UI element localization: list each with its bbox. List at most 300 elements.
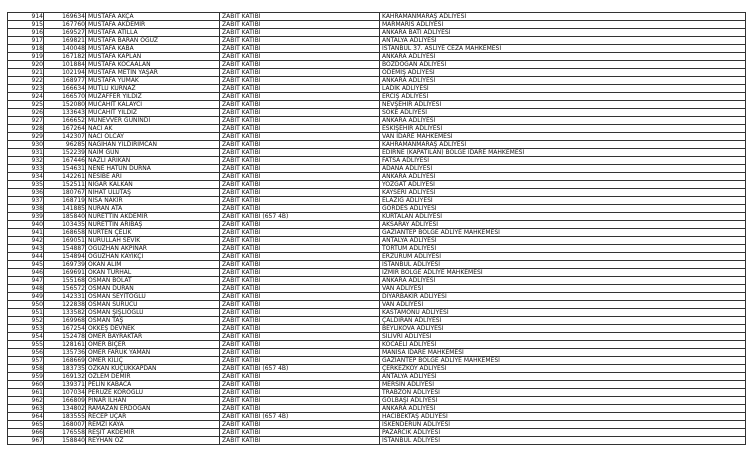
table-row xyxy=(8,149,746,157)
full-name-cell: OĞUZHAN KAYIKÇI xyxy=(86,253,220,261)
table-row xyxy=(8,189,746,197)
assigned-unit-cell: ESKİŞEHİR ADLİYESİ xyxy=(380,125,746,133)
row-number-cell: 919 xyxy=(8,53,44,61)
assigned-unit-cell: FATSA ADLİYESİ xyxy=(380,157,746,165)
assigned-unit-cell: ANTALYA ADLİYESİ xyxy=(380,373,746,381)
table-row xyxy=(8,253,746,261)
registry-id-cell: 155168 xyxy=(44,277,86,285)
row-number-cell: 963 xyxy=(8,405,44,413)
job-title-cell: ZABIT KATİBİ xyxy=(220,181,380,189)
full-name-cell: MUSTAFA KABA xyxy=(86,45,220,53)
row-number-cell: 915 xyxy=(8,21,44,29)
assigned-unit-cell: LADİK ADLİYESİ xyxy=(380,85,746,93)
job-title-cell: ZABIT KATİBİ xyxy=(220,53,380,61)
registry-id-cell: 168719 xyxy=(44,197,86,205)
assigned-unit-cell: NEVŞEHİR ADLİYESİ xyxy=(380,101,746,109)
assigned-unit-cell: GAZİANTEP BÖLGE ADLİYE MAHKEMESİ xyxy=(380,357,746,365)
job-title-cell: ZABIT KATİBİ xyxy=(220,29,380,37)
assigned-unit-cell: ANKARA ADLİYESİ xyxy=(380,53,746,61)
full-name-cell: MÜCAHİT YILDIZ xyxy=(86,109,220,117)
job-title-cell: ZABIT KATİBİ xyxy=(220,157,380,165)
job-title-cell: ZABIT KATİBİ xyxy=(220,437,380,445)
full-name-cell: ÖMER BAYRAKTAR xyxy=(86,333,220,341)
table-row xyxy=(8,405,746,413)
job-title-cell: ZABIT KATİBİ xyxy=(220,149,380,157)
assigned-unit-cell: KOCAELİ ADLİYESİ xyxy=(380,341,746,349)
row-number-cell: 938 xyxy=(8,205,44,213)
full-name-cell: ÖMER FARUK YAMAN xyxy=(86,349,220,357)
table-row xyxy=(8,125,746,133)
row-number-cell: 933 xyxy=(8,165,44,173)
assigned-unit-cell: MANİSA İDARE MAHKEMESİ xyxy=(380,349,746,357)
assigned-unit-cell: KAHRAMANMARAŞ ADLİYESİ xyxy=(380,13,746,21)
personnel-table-body xyxy=(8,13,746,445)
registry-id-cell: 167254 xyxy=(44,325,86,333)
registry-id-cell: 169634 xyxy=(44,13,86,21)
table-row xyxy=(8,29,746,37)
row-number-cell: 935 xyxy=(8,181,44,189)
registry-id-cell: 168007 xyxy=(44,421,86,429)
table-row xyxy=(8,213,746,221)
row-number-cell: 965 xyxy=(8,421,44,429)
job-title-cell: ZABIT KATİBİ (657 4B) xyxy=(220,365,380,373)
full-name-cell: ÖZLEM DEMİR xyxy=(86,373,220,381)
table-row xyxy=(8,381,746,389)
registry-id-cell: 134802 xyxy=(44,405,86,413)
full-name-cell: MUTLU KURNAZ xyxy=(86,85,220,93)
assigned-unit-cell: KAYSERİ ADLİYESİ xyxy=(380,189,746,197)
full-name-cell: OSMAN BOLAT xyxy=(86,277,220,285)
table-row xyxy=(8,429,746,437)
row-number-cell: 924 xyxy=(8,93,44,101)
assigned-unit-cell: İSKENDERUN ADLİYESİ xyxy=(380,421,746,429)
job-title-cell: ZABIT KATİBİ xyxy=(220,37,380,45)
registry-id-cell: 154887 xyxy=(44,245,86,253)
registry-id-cell: 169968 xyxy=(44,317,86,325)
registry-id-cell: 169051 xyxy=(44,237,86,245)
assigned-unit-cell: MERSİN ADLİYESİ xyxy=(380,381,746,389)
registry-id-cell: 167264 xyxy=(44,125,86,133)
row-number-cell: 964 xyxy=(8,413,44,421)
registry-id-cell: 141885 xyxy=(44,205,86,213)
job-title-cell: ZABIT KATİBİ xyxy=(220,229,380,237)
registry-id-cell: 169527 xyxy=(44,29,86,37)
full-name-cell: REYHAN ÖZ xyxy=(86,437,220,445)
table-row xyxy=(8,349,746,357)
row-number-cell: 959 xyxy=(8,373,44,381)
registry-id-cell: 169739 xyxy=(44,261,86,269)
registry-id-cell: 168669 xyxy=(44,357,86,365)
assigned-unit-cell: VAN ADLİYESİ xyxy=(380,301,746,309)
table-row xyxy=(8,141,746,149)
registry-id-cell: 142261 xyxy=(44,173,86,181)
assigned-unit-cell: ANTALYA ADLİYESİ xyxy=(380,237,746,245)
full-name-cell: MUSTAFA YUMAK xyxy=(86,77,220,85)
table-row xyxy=(8,333,746,341)
full-name-cell: NACİ OLCAY xyxy=(86,133,220,141)
row-number-cell: 966 xyxy=(8,429,44,437)
assigned-unit-cell: ANKARA ADLİYESİ xyxy=(380,77,746,85)
registry-id-cell: 142307 xyxy=(44,133,86,141)
registry-id-cell: 169691 xyxy=(44,269,86,277)
assigned-unit-cell: ÇALDIRAN ADLİYESİ xyxy=(380,317,746,325)
full-name-cell: REMZİ KAYA xyxy=(86,421,220,429)
assigned-unit-cell: KAHRAMANMARAŞ ADLİYESİ xyxy=(380,141,746,149)
job-title-cell: ZABIT KATİBİ xyxy=(220,421,380,429)
table-row xyxy=(8,229,746,237)
registry-id-cell: 142331 xyxy=(44,293,86,301)
table-row xyxy=(8,109,746,117)
table-row xyxy=(8,181,746,189)
registry-id-cell: 167182 xyxy=(44,53,86,61)
full-name-cell: NURULLAH SEVİK xyxy=(86,237,220,245)
full-name-cell: PERUZE KÖROĞLU xyxy=(86,389,220,397)
registry-id-cell: 152239 xyxy=(44,149,86,157)
job-title-cell: ZABIT KATİBİ xyxy=(220,125,380,133)
assigned-unit-cell: DİYARBAKIR ADLİYESİ xyxy=(380,293,746,301)
registry-id-cell: 167760 xyxy=(44,21,86,29)
row-number-cell: 943 xyxy=(8,245,44,253)
row-number-cell: 949 xyxy=(8,293,44,301)
registry-id-cell: 168658 xyxy=(44,229,86,237)
job-title-cell: ZABIT KATİBİ xyxy=(220,293,380,301)
job-title-cell: ZABIT KATİBİ (657 4B) xyxy=(220,413,380,421)
registry-id-cell: 107034 xyxy=(44,389,86,397)
registry-id-cell: 166570 xyxy=(44,93,86,101)
full-name-cell: MUZAFFER YILDIZ xyxy=(86,93,220,101)
assigned-unit-cell: VAN İDARE MAHKEMESİ xyxy=(380,133,746,141)
full-name-cell: MUSTAFA ATİLLA xyxy=(86,29,220,37)
table-row xyxy=(8,117,746,125)
assigned-unit-cell: ANKARA BATI ADLİYESİ xyxy=(380,29,746,37)
full-name-cell: ÖKKEŞ DEVNEK xyxy=(86,325,220,333)
table-row xyxy=(8,157,746,165)
full-name-cell: NURETTİN AKDEMİR xyxy=(86,213,220,221)
row-number-cell: 934 xyxy=(8,173,44,181)
registry-id-cell: 180767 xyxy=(44,189,86,197)
job-title-cell: ZABIT KATİBİ xyxy=(220,93,380,101)
table-row xyxy=(8,325,746,333)
table-row xyxy=(8,37,746,45)
registry-id-cell: 183735 xyxy=(44,365,86,373)
full-name-cell: OKAN ALIM xyxy=(86,261,220,269)
table-row xyxy=(8,293,746,301)
row-number-cell: 918 xyxy=(8,45,44,53)
table-row xyxy=(8,133,746,141)
full-name-cell: MUSTAFA AKDEMİR xyxy=(86,21,220,29)
row-number-cell: 940 xyxy=(8,221,44,229)
job-title-cell: ZABIT KATİBİ xyxy=(220,197,380,205)
row-number-cell: 961 xyxy=(8,389,44,397)
row-number-cell: 946 xyxy=(8,269,44,277)
table-row xyxy=(8,245,746,253)
job-title-cell: ZABIT KATİBİ xyxy=(220,405,380,413)
row-number-cell: 920 xyxy=(8,61,44,69)
job-title-cell: ZABIT KATİBİ xyxy=(220,61,380,69)
row-number-cell: 926 xyxy=(8,109,44,117)
row-number-cell: 932 xyxy=(8,157,44,165)
table-row xyxy=(8,165,746,173)
assigned-unit-cell: ÖDEMİŞ ADLİYESİ xyxy=(380,69,746,77)
row-number-cell: 947 xyxy=(8,277,44,285)
job-title-cell: ZABIT KATİBİ xyxy=(220,277,380,285)
row-number-cell: 958 xyxy=(8,365,44,373)
assigned-unit-cell: GAZİANTEP BÖLGE ADLİYE MAHKEMESİ xyxy=(380,229,746,237)
job-title-cell: ZABIT KATİBİ xyxy=(220,373,380,381)
table-row xyxy=(8,21,746,29)
table-row xyxy=(8,61,746,69)
row-number-cell: 916 xyxy=(8,29,44,37)
registry-id-cell: 128161 xyxy=(44,341,86,349)
table-row xyxy=(8,77,746,85)
row-number-cell: 956 xyxy=(8,349,44,357)
table-row xyxy=(8,45,746,53)
job-title-cell: ZABIT KATİBİ xyxy=(220,285,380,293)
job-title-cell: ZABIT KATİBİ xyxy=(220,221,380,229)
personnel-table xyxy=(7,12,746,445)
full-name-cell: MUSTAFA KAPLAN xyxy=(86,53,220,61)
job-title-cell: ZABIT KATİBİ xyxy=(220,45,380,53)
registry-id-cell: 140048 xyxy=(44,45,86,53)
job-title-cell: ZABIT KATİBİ xyxy=(220,349,380,357)
assigned-unit-cell: İSTANBUL ADLİYESİ xyxy=(380,437,746,445)
job-title-cell: ZABIT KATİBİ xyxy=(220,165,380,173)
full-name-cell: ÖMER KILIÇ xyxy=(86,357,220,365)
full-name-cell: ÖMER BİÇER xyxy=(86,341,220,349)
assigned-unit-cell: MARMARİS ADLİYESİ xyxy=(380,21,746,29)
row-number-cell: 917 xyxy=(8,37,44,45)
full-name-cell: ÖZKAN KÜÇÜKKAPDAN xyxy=(86,365,220,373)
registry-id-cell: 103435 xyxy=(44,221,86,229)
table-row xyxy=(8,261,746,269)
job-title-cell: ZABIT KATİBİ xyxy=(220,85,380,93)
full-name-cell: NİSA NAKİR xyxy=(86,197,220,205)
job-title-cell: ZABIT KATİBİ xyxy=(220,397,380,405)
job-title-cell: ZABIT KATİBİ xyxy=(220,309,380,317)
assigned-unit-cell: TORTUM ADLİYESİ xyxy=(380,245,746,253)
job-title-cell: ZABIT KATİBİ xyxy=(220,381,380,389)
table-row xyxy=(8,389,746,397)
job-title-cell: ZABIT KATİBİ xyxy=(220,133,380,141)
job-title-cell: ZABIT KATİBİ xyxy=(220,269,380,277)
assigned-unit-cell: ANKARA ADLİYESİ xyxy=(380,117,746,125)
job-title-cell: ZABIT KATİBİ xyxy=(220,21,380,29)
full-name-cell: NAZLI ARIKAN xyxy=(86,157,220,165)
full-name-cell: NİGAR KALKAN xyxy=(86,181,220,189)
table-row xyxy=(8,277,746,285)
registry-id-cell: 166809 xyxy=(44,397,86,405)
full-name-cell: NACİ AK xyxy=(86,125,220,133)
job-title-cell: ZABIT KATİBİ xyxy=(220,325,380,333)
row-number-cell: 950 xyxy=(8,301,44,309)
job-title-cell: ZABIT KATİBİ xyxy=(220,357,380,365)
row-number-cell: 941 xyxy=(8,229,44,237)
full-name-cell: OSMAN DURAN xyxy=(86,285,220,293)
full-name-cell: MÜCAHİT KALAYCI xyxy=(86,101,220,109)
table-row xyxy=(8,373,746,381)
full-name-cell: NAİM GÜN xyxy=(86,149,220,157)
table-row xyxy=(8,53,746,61)
registry-id-cell: 133582 xyxy=(44,309,86,317)
full-name-cell: RECEP UÇAR xyxy=(86,413,220,421)
table-row xyxy=(8,285,746,293)
job-title-cell: ZABIT KATİBİ xyxy=(220,317,380,325)
row-number-cell: 922 xyxy=(8,77,44,85)
full-name-cell: NESİBE ARI xyxy=(86,173,220,181)
row-number-cell: 945 xyxy=(8,261,44,269)
table-row xyxy=(8,357,746,365)
full-name-cell: MUSTAFA BARAN OĞUZ xyxy=(86,37,220,45)
assigned-unit-cell: ERZURUM ADLİYESİ xyxy=(380,253,746,261)
row-number-cell: 925 xyxy=(8,101,44,109)
registry-id-cell: 166652 xyxy=(44,117,86,125)
assigned-unit-cell: BEYLİKOVA ADLİYESİ xyxy=(380,325,746,333)
job-title-cell: ZABIT KATİBİ xyxy=(220,245,380,253)
job-title-cell: ZABIT KATİBİ xyxy=(220,237,380,245)
assigned-unit-cell: İSTANBUL ADLİYESİ xyxy=(380,261,746,269)
row-number-cell: 955 xyxy=(8,341,44,349)
table-row xyxy=(8,173,746,181)
table-row xyxy=(8,309,746,317)
row-number-cell: 967 xyxy=(8,437,44,445)
assigned-unit-cell: ERCİŞ ADLİYESİ xyxy=(380,93,746,101)
row-number-cell: 948 xyxy=(8,285,44,293)
assigned-unit-cell: ANKARA ADLİYESİ xyxy=(380,173,746,181)
job-title-cell: ZABIT KATİBİ xyxy=(220,69,380,77)
assigned-unit-cell: EDİRNE (KAPATILAN) BÖLGE İDARE MAHKEMESİ xyxy=(380,149,746,157)
row-number-cell: 927 xyxy=(8,117,44,125)
row-number-cell: 962 xyxy=(8,397,44,405)
full-name-cell: NENE HATUN DURNA xyxy=(86,165,220,173)
row-number-cell: 937 xyxy=(8,197,44,205)
full-name-cell: NAĞİHAN YILDIRIMCAN xyxy=(86,141,220,149)
table-row xyxy=(8,205,746,213)
registry-id-cell: 185840 xyxy=(44,213,86,221)
row-number-cell: 951 xyxy=(8,309,44,317)
table-row xyxy=(8,365,746,373)
registry-id-cell: 139371 xyxy=(44,381,86,389)
full-name-cell: OKAN TURHAL xyxy=(86,269,220,277)
assigned-unit-cell: ÇERKEZKÖY ADLİYESİ xyxy=(380,365,746,373)
full-name-cell: REŞİT AKDEMİR xyxy=(86,429,220,437)
registry-id-cell: 156572 xyxy=(44,285,86,293)
assigned-unit-cell: KURTALAN ADLİYESİ xyxy=(380,213,746,221)
row-number-cell: 960 xyxy=(8,381,44,389)
job-title-cell: ZABIT KATİBİ xyxy=(220,101,380,109)
row-number-cell: 936 xyxy=(8,189,44,197)
assigned-unit-cell: ELAZIĞ ADLİYESİ xyxy=(380,197,746,205)
registry-id-cell: 96285 xyxy=(44,141,86,149)
job-title-cell: ZABIT KATİBİ xyxy=(220,141,380,149)
table-row xyxy=(8,317,746,325)
full-name-cell: RAMAZAN ERDOĞAN xyxy=(86,405,220,413)
registry-id-cell: 167446 xyxy=(44,157,86,165)
job-title-cell: ZABIT KATİBİ xyxy=(220,77,380,85)
registry-id-cell: 135736 xyxy=(44,349,86,357)
row-number-cell: 914 xyxy=(8,13,44,21)
full-name-cell: PINAR İLHAN xyxy=(86,397,220,405)
registry-id-cell: 176558 xyxy=(44,429,86,437)
row-number-cell: 939 xyxy=(8,213,44,221)
assigned-unit-cell: ANKARA ADLİYESİ xyxy=(380,277,746,285)
full-name-cell: PELİN KABACA xyxy=(86,381,220,389)
registry-id-cell: 158840 xyxy=(44,437,86,445)
registry-id-cell: 168977 xyxy=(44,77,86,85)
full-name-cell: MUSTAFA METİN YAŞAR xyxy=(86,69,220,77)
table-row xyxy=(8,437,746,445)
job-title-cell: ZABIT KATİBİ xyxy=(220,189,380,197)
assigned-unit-cell: SÖKE ADLİYESİ xyxy=(380,109,746,117)
full-name-cell: NİHAT ULUTAŞ xyxy=(86,189,220,197)
assigned-unit-cell: VAN ADLİYESİ xyxy=(380,285,746,293)
assigned-unit-cell: ANTALYA ADLİYESİ xyxy=(380,37,746,45)
assigned-unit-cell: ADANA ADLİYESİ xyxy=(380,165,746,173)
job-title-cell: ZABIT KATİBİ xyxy=(220,429,380,437)
assigned-unit-cell: AKSARAY ADLİYESİ xyxy=(380,221,746,229)
registry-id-cell: 154631 xyxy=(44,165,86,173)
job-title-cell: ZABIT KATİBİ xyxy=(220,109,380,117)
full-name-cell: OSMAN SÜRÜCÜ xyxy=(86,301,220,309)
registry-id-cell: 169132 xyxy=(44,373,86,381)
row-number-cell: 931 xyxy=(8,149,44,157)
row-number-cell: 942 xyxy=(8,237,44,245)
table-row xyxy=(8,237,746,245)
full-name-cell: OSMAN TAŞ xyxy=(86,317,220,325)
registry-id-cell: 154894 xyxy=(44,253,86,261)
registry-id-cell: 152511 xyxy=(44,181,86,189)
assigned-unit-cell: İSTANBUL 37. ASLİYE CEZA MAHKEMESİ xyxy=(380,45,746,53)
job-title-cell: ZABIT KATİBİ xyxy=(220,333,380,341)
full-name-cell: OSMAN SEYİTOĞLU xyxy=(86,293,220,301)
job-title-cell: ZABIT KATİBİ xyxy=(220,341,380,349)
registry-id-cell: 152478 xyxy=(44,333,86,341)
assigned-unit-cell: KASTAMONU ADLİYESİ xyxy=(380,309,746,317)
job-title-cell: ZABIT KATİBİ xyxy=(220,205,380,213)
row-number-cell: 954 xyxy=(8,333,44,341)
assigned-unit-cell: TRABZON ADLİYESİ xyxy=(380,389,746,397)
registry-id-cell: 133643 xyxy=(44,109,86,117)
table-row xyxy=(8,269,746,277)
row-number-cell: 923 xyxy=(8,85,44,93)
table-row xyxy=(8,13,746,21)
assigned-unit-cell: PAZARCIK ADLİYESİ xyxy=(380,429,746,437)
full-name-cell: OĞUZHAN AKPINAR xyxy=(86,245,220,253)
job-title-cell: ZABIT KATİBİ xyxy=(220,13,380,21)
assigned-unit-cell: GÖRDES ADLİYESİ xyxy=(380,205,746,213)
assigned-unit-cell: SİLİVRİ ADLİYESİ xyxy=(380,333,746,341)
table-row xyxy=(8,101,746,109)
registry-id-cell: 152080 xyxy=(44,101,86,109)
assigned-unit-cell: YOZGAT ADLİYESİ xyxy=(380,181,746,189)
full-name-cell: NURETTİN ARIBAŞ xyxy=(86,221,220,229)
registry-id-cell: 166634 xyxy=(44,85,86,93)
table-row xyxy=(8,93,746,101)
table-row xyxy=(8,341,746,349)
registry-id-cell: 183555 xyxy=(44,413,86,421)
table-row xyxy=(8,85,746,93)
job-title-cell: ZABIT KATİBİ xyxy=(220,389,380,397)
row-number-cell: 957 xyxy=(8,357,44,365)
registry-id-cell: 101884 xyxy=(44,61,86,69)
job-title-cell: ZABIT KATİBİ xyxy=(220,301,380,309)
full-name-cell: NURAN ATA xyxy=(86,205,220,213)
registry-id-cell: 169821 xyxy=(44,37,86,45)
job-title-cell: ZABIT KATİBİ xyxy=(220,117,380,125)
assigned-unit-cell: İZMİR BÖLGE ADLİYE MAHKEMESİ xyxy=(380,269,746,277)
table-row xyxy=(8,421,746,429)
full-name-cell: OSMAN ŞİŞLİOĞLU xyxy=(86,309,220,317)
full-name-cell: NURTEN ÇELİK xyxy=(86,229,220,237)
